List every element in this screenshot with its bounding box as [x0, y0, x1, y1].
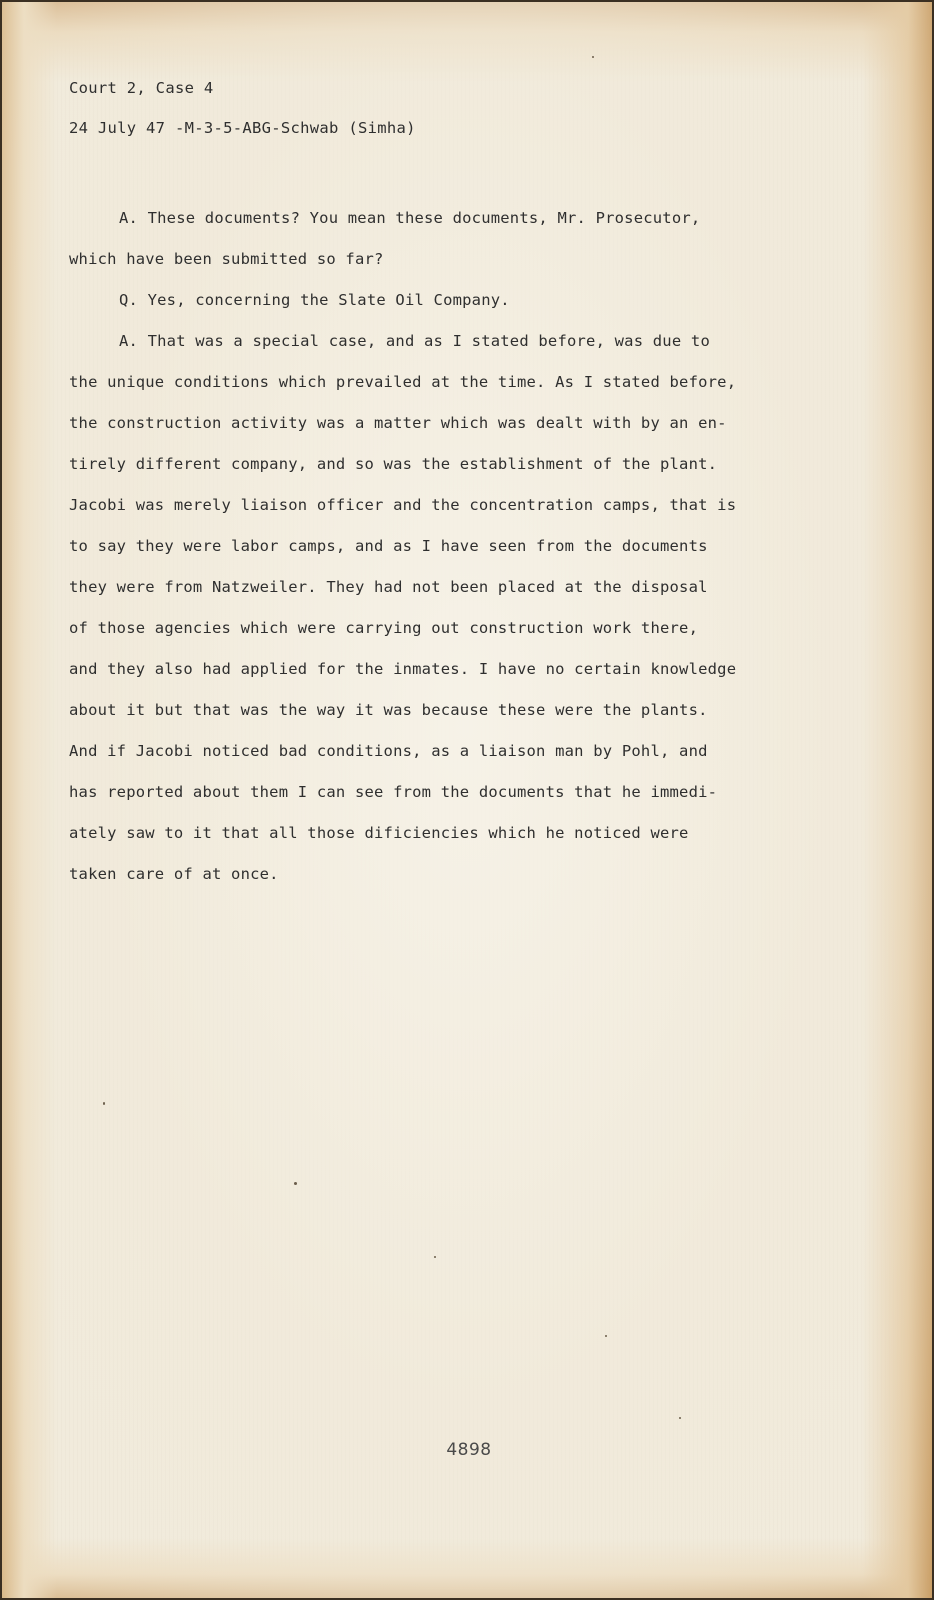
transcript-line: they were from Natzweiler. They had not been placed at the disposal: [69, 578, 708, 596]
case-header: Court 2, Case 4: [69, 79, 214, 97]
transcript-line: to say they were labor camps, and as I have seen from the documents: [69, 537, 708, 555]
page-number: 4898: [446, 1440, 492, 1460]
transcript-line: of those agencies which were carrying out construction work there,: [69, 619, 699, 637]
transcript-line: and they also had applied for the inmates. I have no certain knowledge: [69, 660, 737, 678]
paper-speck: [434, 1256, 436, 1258]
transcript-line: Q. Yes, concerning the Slate Oil Company.: [119, 291, 510, 309]
transcript-line: taken care of at once.: [69, 865, 279, 883]
transcript-line: has reported about them I can see from the documents that he immedi-: [69, 783, 718, 801]
paper-speck: [605, 1335, 607, 1337]
transcript-line: the unique conditions which prevailed at the time. As I stated before,: [69, 373, 737, 391]
transcript-line: about it but that was the way it was because these were the plants.: [69, 701, 708, 719]
transcript-line: And if Jacobi noticed bad conditions, as a liaison man by Pohl, and: [69, 742, 708, 760]
paper-speck: [294, 1182, 297, 1185]
transcript-line: the construction activity was a matter which was dealt with by an en-: [69, 414, 727, 432]
transcript-line: which have been submitted so far?: [69, 250, 384, 268]
session-header: 24 July 47 -M-3-5-ABG-Schwab (Simha): [69, 119, 416, 137]
transcript-body: [69, 198, 809, 895]
transcript-line: A. That was a special case, and as I stated before, was due to: [119, 332, 710, 350]
transcript-line: ately saw to it that all those dificiencies which he noticed were: [69, 824, 689, 842]
transcript-line: tirely different company, and so was the establishment of the plant.: [69, 455, 718, 473]
paper-speck: [592, 56, 594, 58]
transcript-line: A. These documents? You mean these documents, Mr. Prosecutor,: [119, 209, 701, 227]
paper-speck: [103, 1102, 105, 1105]
paper-speck: [679, 1417, 681, 1419]
transcript-line: Jacobi was merely liaison officer and the concentration camps, that is: [69, 496, 737, 514]
